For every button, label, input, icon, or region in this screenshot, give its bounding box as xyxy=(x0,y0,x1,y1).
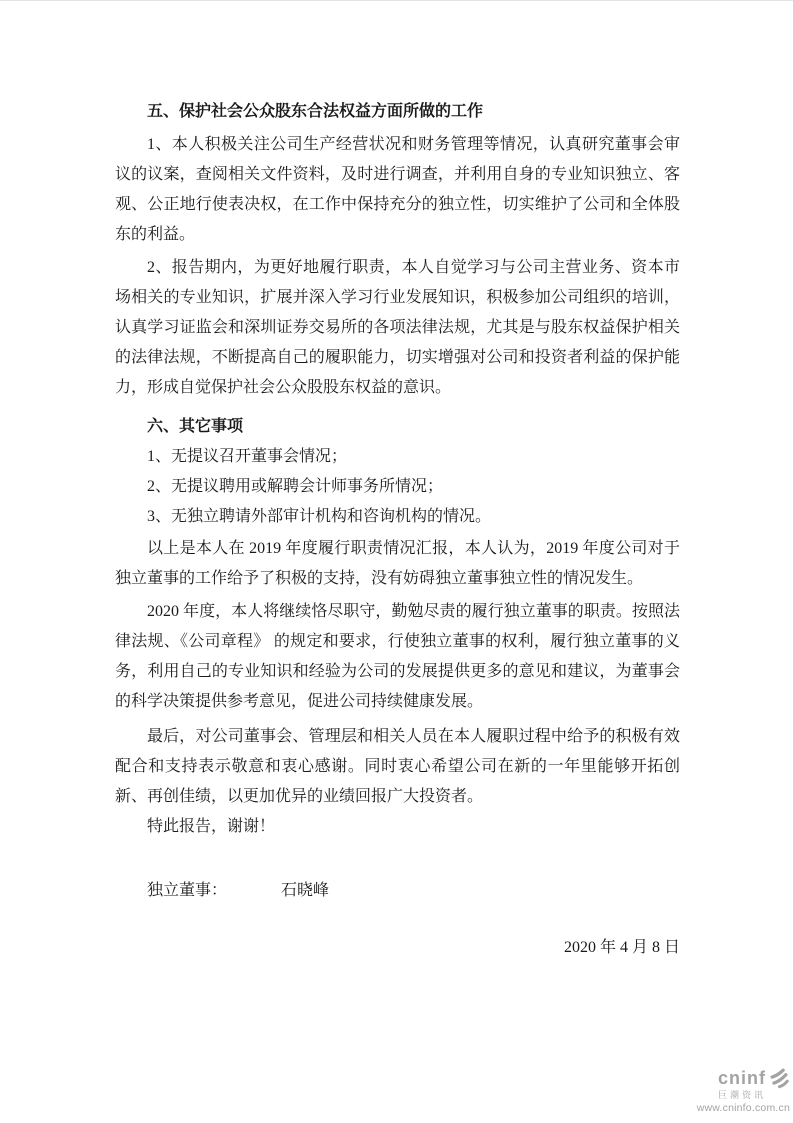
section-5-heading: 五、保护社会公众股东合法权益方面所做的工作 xyxy=(147,103,484,120)
signature-line xyxy=(115,876,680,906)
cninfo-logo xyxy=(697,1067,790,1089)
cninfo-url: www.cninfo.com.cn xyxy=(696,1101,790,1114)
section-6-paragraph: 2020 年度，本人将继续恪尽职守，勤勉尽责的履行独立董事的职责。按照法律法规、《公司章程》 的规定和要求，行使独立董事的权利，履行独立董事的义务，利用自己的专业知识和经验为公司的发展提供更多的意见和建议，为董事会的科学决策提供参考意见，促进公司持续健康发展。 xyxy=(115,603,680,710)
signature-label: 独立董事： xyxy=(147,882,228,899)
cninfo-brand-text: 巨潮资讯 xyxy=(717,1089,766,1100)
section-5-paragraph: 1、本人积极关注公司生产经营状况和财务管理等情况，认真研究董事会审议的议案，查阅相关文件资料，及时进行调查，并利用自身的专业知识独立、客观、公正地行使表决权，在工作中保持充分的独立性，切实维护了公司和全体股东的利益。 xyxy=(115,136,680,243)
signature-name: 石晓峰 xyxy=(281,882,330,899)
section-6-list-item: 3、无独立聘请外部审计机构和咨询机构的情况。 xyxy=(147,508,492,525)
section-6-paragraph: 最后，对公司董事会、管理层和相关人员在本人履职过程中给予的积极有效配合和支持表示敬意和衷心感谢。同时衷心希望公司在新的一年里能够开拓创新、再创佳绩，以更加优异的业绩回报广大投资者。 xyxy=(115,728,680,805)
cninfo-watermark xyxy=(697,1067,790,1114)
section-6-paragraph: 以上是本人在 2019 年度履行职责情况汇报，本人认为，2019 年度公司对于独立董事的工作给予了积极的支持，没有妨碍独立董事独立性的情况发生。 xyxy=(115,540,680,587)
report-content xyxy=(115,97,680,963)
section-6-list-item: 1、无提议召开董事会情况； xyxy=(147,448,348,465)
report-page xyxy=(0,1,793,1123)
closing-statement: 特此报告，谢谢！ xyxy=(147,818,276,835)
section-6-list-item: 2、无提议聘用或解聘会计师事务所情况； xyxy=(147,478,444,495)
section-5-paragraph: 2、报告期内，为更好地履行职责，本人自觉学习与公司主营业务、资本市场相关的专业知识，扩展并深入学习行业发展知识，积极参加公司组织的培训，认真学习证监会和深圳证券交易所的各项法律法规，尤其是与股东权益保护相关的法律法规，不断提高自己的履职能力，切实增强对公司和投资者利益的保护能力，形成自觉保护社会公众股股东权益的意识。 xyxy=(115,259,680,396)
cninfo-wave-icon xyxy=(768,1067,790,1089)
report-date: 2020 年 4 月 8 日 xyxy=(563,939,680,956)
cninfo-logo-text: cninf xyxy=(718,1067,766,1088)
section-6-heading: 六、其它事项 xyxy=(147,418,244,435)
